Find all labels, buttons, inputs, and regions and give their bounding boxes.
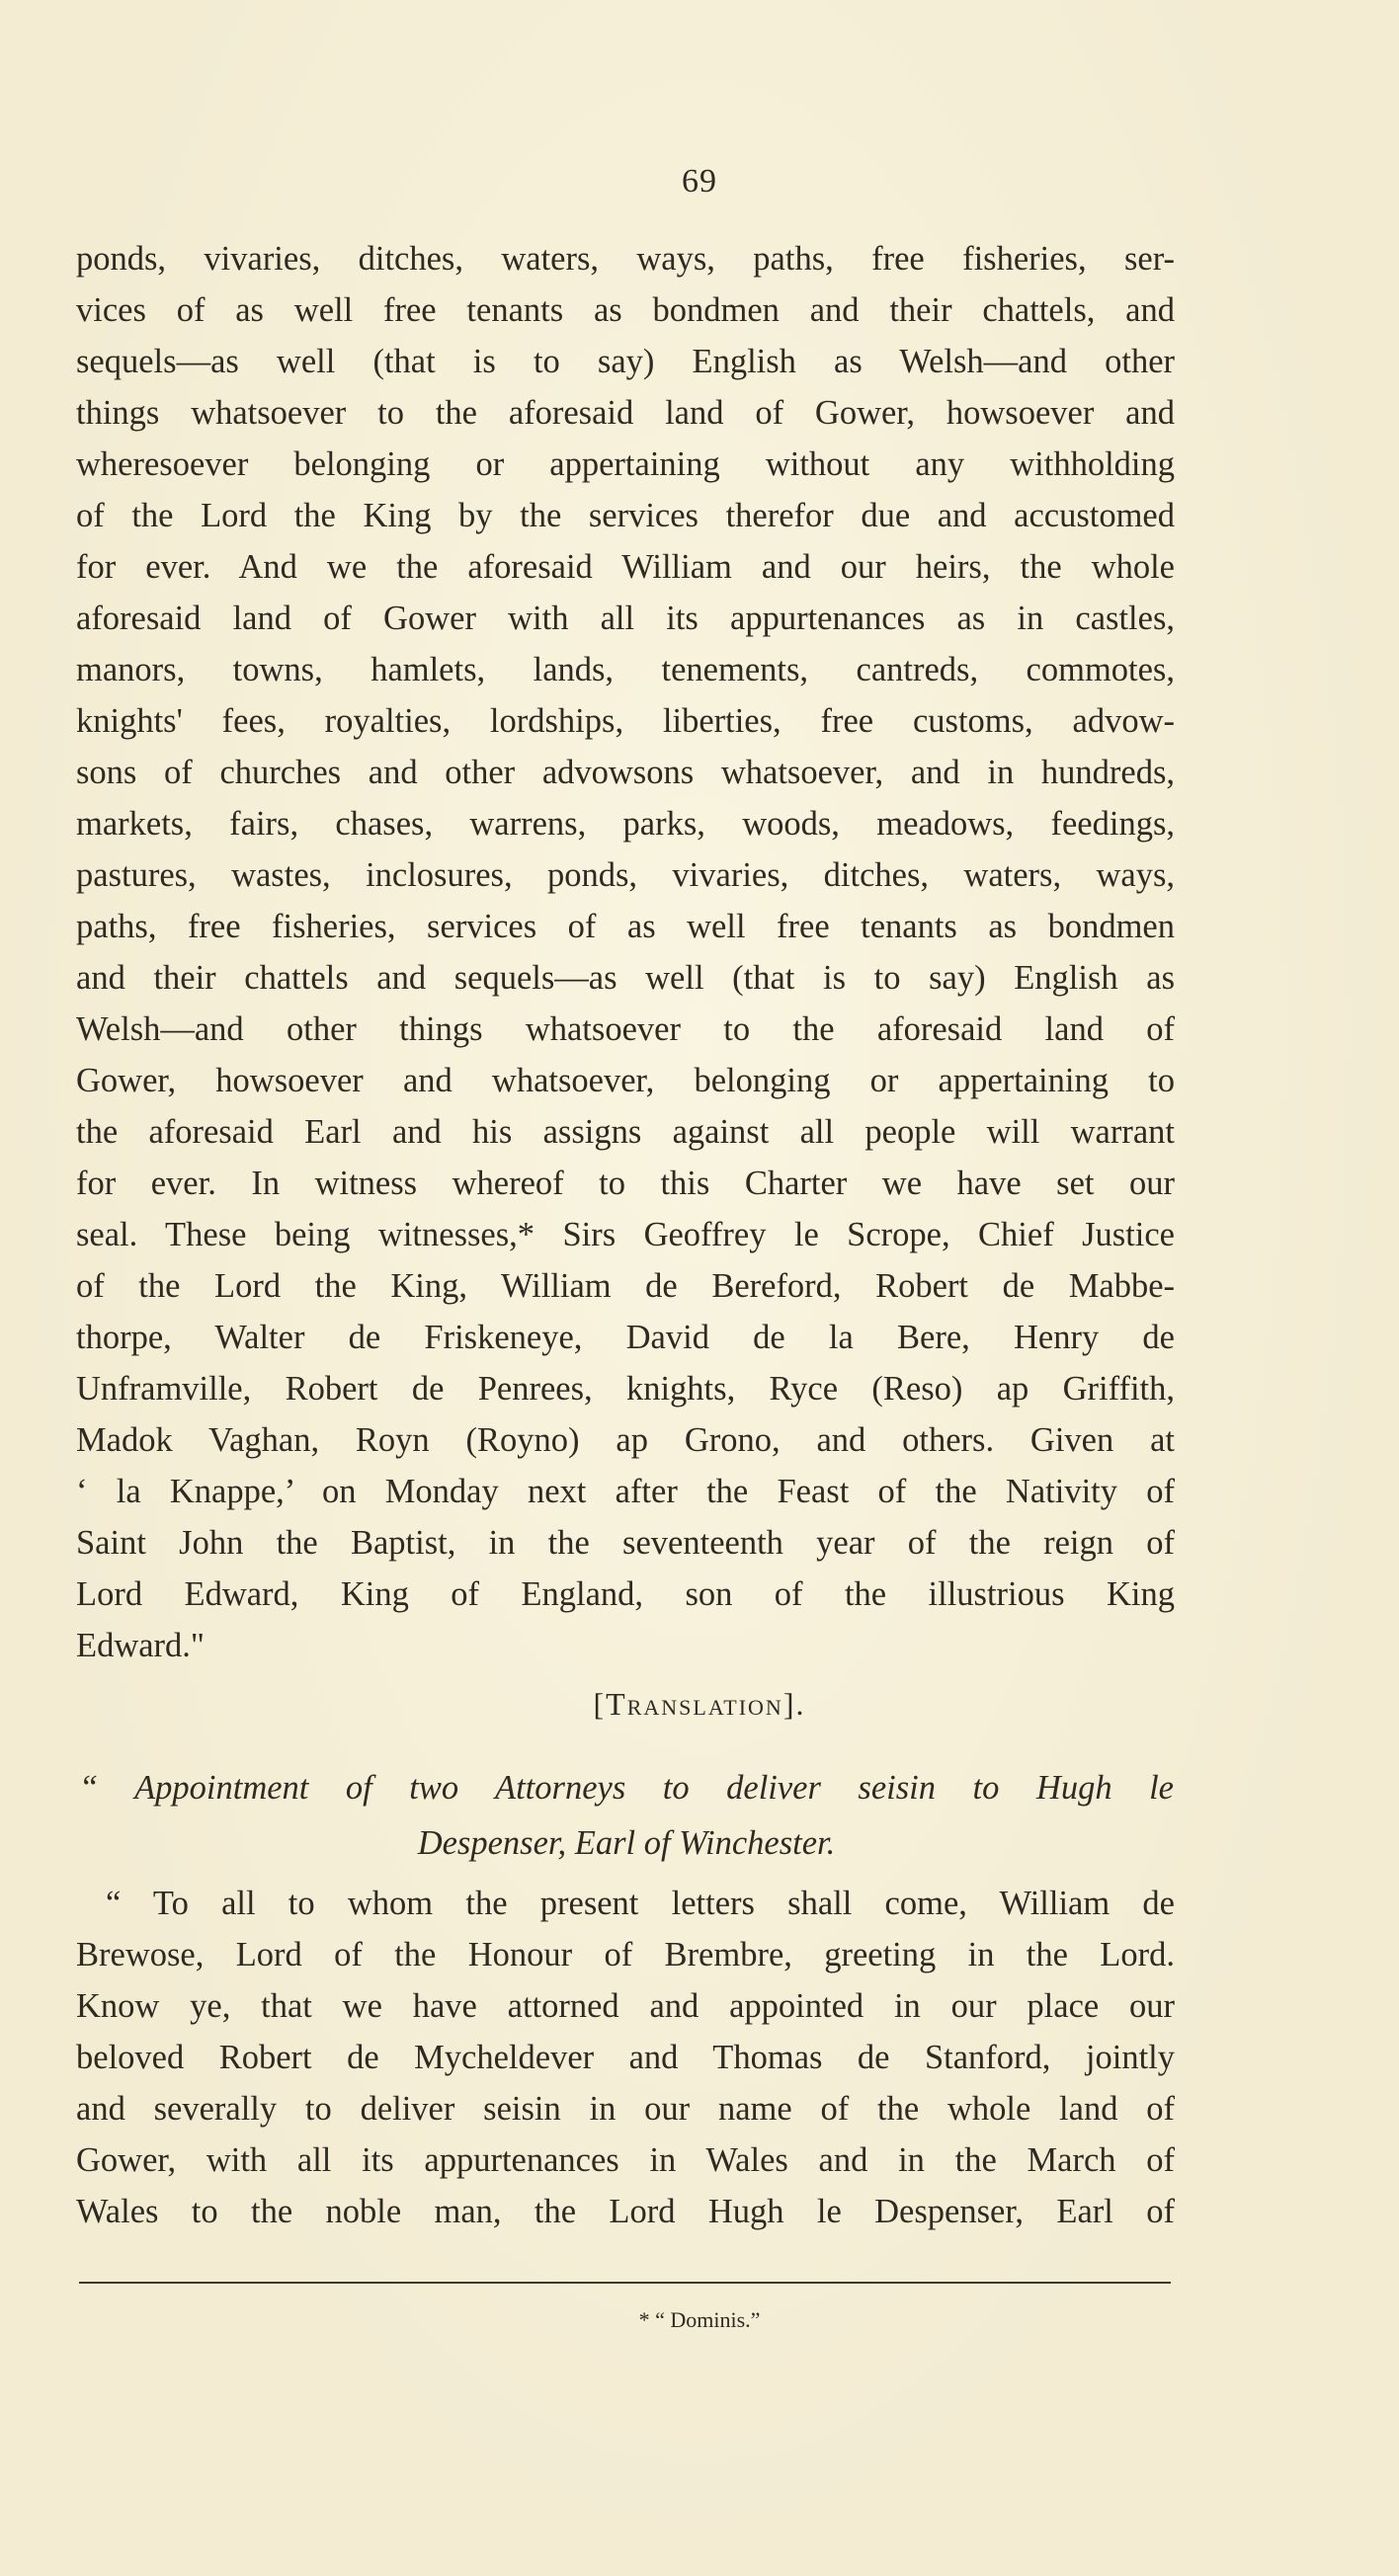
text-line: Welsh—and other things whatsoever to the aforesaid land of bbox=[76, 1010, 1175, 1048]
text-line: aforesaid land of Gower with all its appurtenances as in castles, bbox=[76, 600, 1175, 637]
text-line: and severally to deliver seisin in our name of the whole land of bbox=[76, 2090, 1175, 2128]
section-heading: [Translation]. bbox=[593, 1686, 806, 1722]
text-line: beloved Robert de Mycheldever and Thomas de Stanford, jointly bbox=[76, 2039, 1175, 2076]
text-line: of the Lord the King by the services therefor due and accustomed bbox=[76, 497, 1175, 534]
appointment-title-line: Despenser, Earl of Winchester. bbox=[417, 1824, 836, 1862]
text-line: Madok Vaghan, Royn (Royno) ap Grono, and others. Given at bbox=[76, 1421, 1175, 1459]
text-line: thorpe, Walter de Friskeneye, David de la Bere, Henry de bbox=[76, 1319, 1175, 1356]
text-line: Know ye, that we have attorned and appointed in our place our bbox=[76, 1987, 1175, 2025]
text-line: ponds, vivaries, ditches, waters, ways, paths, free fisheries, ser- bbox=[76, 240, 1175, 278]
text-line: the aforesaid Earl and his assigns against all people will warrant bbox=[76, 1113, 1175, 1151]
text-line: manors, towns, hamlets, lands, tenements, cantreds, commotes, bbox=[76, 651, 1175, 688]
charter-text bbox=[76, 233, 1175, 1671]
text-line: paths, free fisheries, services of as well free tenants as bondmen bbox=[76, 908, 1175, 945]
letter-text bbox=[76, 1878, 1175, 2237]
text-line: sequels—as well (that is to say) English as Welsh—and other bbox=[76, 343, 1175, 380]
page-number: 69 bbox=[682, 163, 717, 200]
text-line: Wales to the noble man, the Lord Hugh le Despenser, Earl of bbox=[76, 2193, 1175, 2230]
text-line: vices of as well free tenants as bondmen and their chattels, and bbox=[76, 291, 1175, 329]
text-line: seal. These being witnesses,* Sirs Geoffrey le Scrope, Chief Justice bbox=[76, 1216, 1175, 1253]
text-line: Saint John the Baptist, in the seventeenth year of the reign of bbox=[76, 1524, 1175, 1562]
appointment-title-line: “ Appointment of two Attorneys to deliver seisin to Hugh le bbox=[79, 1769, 1174, 1807]
text-line: knights' fees, royalties, lordships, liberties, free customs, advow- bbox=[76, 702, 1175, 740]
text-line: for ever. And we the aforesaid William and our heirs, the whole bbox=[76, 548, 1175, 586]
text-line: Edward." bbox=[76, 1627, 205, 1664]
text-line: wheresoever belonging or appertaining without any withholding bbox=[76, 445, 1175, 483]
text-line: ‘ la Knappe,’ on Monday next after the Feast of the Nativity of bbox=[76, 1473, 1175, 1510]
text-line: “ To all to whom the present letters shall come, William de bbox=[106, 1885, 1175, 1922]
text-line: pastures, wastes, inclosures, ponds, vivaries, ditches, waters, ways, bbox=[76, 856, 1175, 894]
text-line: Gower, with all its appurtenances in Wales and in the March of bbox=[76, 2141, 1175, 2179]
text-line: sons of churches and other advowsons whatsoever, and in hundreds, bbox=[76, 754, 1175, 791]
appointment-title bbox=[79, 1760, 1174, 1871]
text-line: of the Lord the King, William de Bereford, Robert de Mabbe- bbox=[76, 1267, 1175, 1305]
text-line: and their chattels and sequels—as well (that is to say) English as bbox=[76, 959, 1175, 997]
footnote-divider bbox=[79, 2282, 1171, 2284]
text-line: Gower, howsoever and whatsoever, belonging or appertaining to bbox=[76, 1062, 1175, 1099]
text-line: markets, fairs, chases, warrens, parks, woods, meadows, feedings, bbox=[76, 805, 1175, 843]
text-line: Lord Edward, King of England, son of the illustrious King bbox=[76, 1575, 1175, 1613]
text-line: Brewose, Lord of the Honour of Brembre, greeting in the Lord. bbox=[76, 1936, 1175, 1973]
text-line: for ever. In witness whereof to this Charter we have set our bbox=[76, 1165, 1175, 1202]
text-line: things whatsoever to the aforesaid land of Gower, howsoever and bbox=[76, 394, 1175, 432]
footnote: * “ Dominis.” bbox=[638, 2307, 761, 2332]
text-line: Unframville, Robert de Penrees, knights, Ryce (Reso) ap Griffith, bbox=[76, 1370, 1175, 1408]
